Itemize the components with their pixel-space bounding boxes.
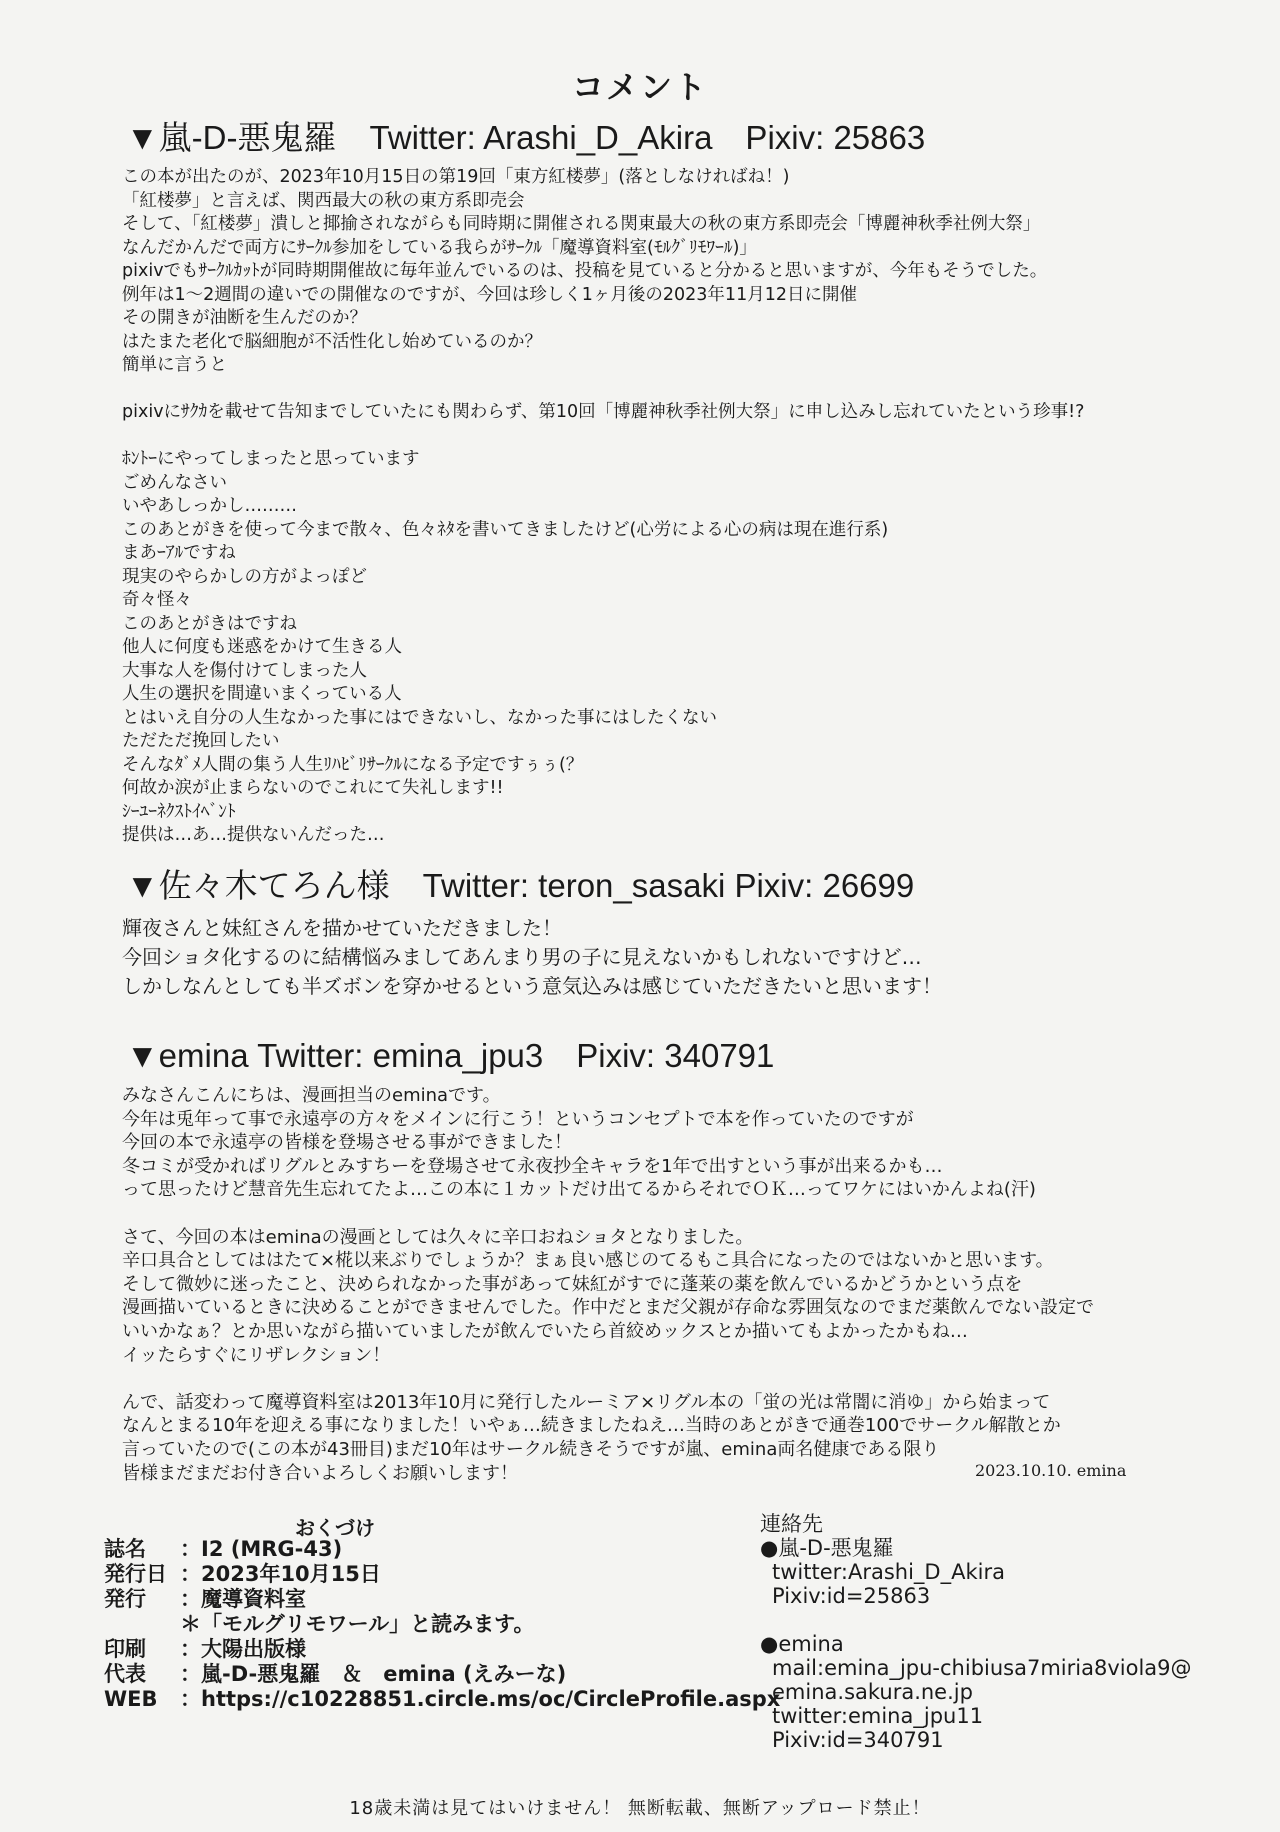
colophon-key: 印刷: [104, 1637, 146, 1661]
colophon-value: 2023年10月15日: [201, 1562, 381, 1586]
body-line: 冬コミが受かればリグルとみすちーを登場させて永夜抄全キャラを1年で出すという事が出来るかも…: [122, 1155, 943, 1177]
body-line: とはいえ自分の人生なかった事にはできないし、なかった事にはしたくない: [122, 707, 717, 728]
body-line: [122, 378, 1242, 402]
body-line: そして、「紅楼夢」潰しと揶揄されながらも同時期に開催される関東最大の秋の東方系即売会「博麗神秋季社例大祭」: [122, 214, 1041, 234]
colophon-value: 嵐-D-悪鬼羅 ＆ emina (えみーな): [201, 1662, 567, 1686]
signature: 2023.10.10. emina: [975, 1461, 1127, 1480]
colophon-value: https://c10228851.circle.ms/oc/CircleProfile.aspx: [201, 1687, 781, 1711]
body-line: イッたらすぐにリザレクション！: [122, 1344, 391, 1366]
body-line: 提供は…あ…提供ないんだった…: [122, 825, 385, 845]
body-line: 奇々怪々: [122, 590, 192, 610]
colophon: [104, 1537, 780, 1712]
contact-line: twitter:emina_jpu11: [772, 1704, 984, 1728]
body-line: 漫画描いているときに決めることができませんでした。作中だとまだ父親が存命な雰囲気なのでまだ薬飲んでない設定で: [122, 1297, 1094, 1319]
colophon-row: [104, 1587, 780, 1612]
body-line: 現実のやらかしの方がよっぽど: [122, 566, 367, 587]
contact-name-emina: ●emina: [760, 1632, 844, 1656]
body-line: 何故か涙が止まらないのでこれにて失礼します!!: [122, 778, 504, 798]
body-line: って思ったけど慧音先生忘れてたよ…この本に１カットだけ出てるからそれでＯＫ…ってワケにはいかんよね(汗): [122, 1179, 1036, 1201]
contact-line: Pixiv:id=25863: [772, 1584, 931, 1608]
section-body-emina: [122, 1084, 1242, 1485]
colophon-key: 発行日: [104, 1562, 167, 1586]
contact-line: Pixiv:id=340791: [772, 1728, 944, 1752]
colophon-value: 魔導資料室: [201, 1587, 306, 1611]
body-line: 今回ショタ化するのに結構悩みましてあんまり男の子に見えないかもしれないですけど…: [122, 945, 922, 969]
section-body-arashi: [122, 166, 1242, 848]
body-line: 今年は兎年って事で永遠亭の方々をメインに行こう！というコンセプトで本を作っていたのですが: [122, 1108, 914, 1130]
colophon-sep: ：: [180, 1662, 201, 1686]
body-line: [122, 1202, 1242, 1226]
body-line: 大事な人を傷付けてしまった人: [122, 660, 367, 681]
section-heading-teron: ▼佐々木てろん様 Twitter: teron_sasaki Pixiv: 26699: [126, 867, 915, 904]
body-line: まあｰｱﾙですね: [122, 543, 236, 563]
colophon-title: おくづけ: [295, 1516, 375, 1540]
body-line: pixivにｻｸｶを載せて告知までしていたにも関わらず、第10回「博麗神秋季社例大祭」に申し込みし忘れていたという珍事!?: [122, 402, 1085, 422]
body-line: いやあしっかし………: [122, 496, 297, 516]
body-line: 皆様まだまだお付き合いよろしくお願いします！: [122, 1462, 518, 1484]
colophon-sep: ：: [180, 1637, 201, 1661]
body-line: 例年は1～2週間の違いでの開催なのですが、今回は珍しく1ヶ月後の2023年11月12日に開催: [122, 284, 857, 305]
body-line: 輝夜さんと妹紅さんを描かせていただきました！: [122, 916, 562, 940]
body-line: 他人に何度も迷惑をかけて生きる人: [122, 637, 402, 657]
section-body-teron: [122, 914, 1242, 1001]
body-line: ごめんなさい: [122, 472, 227, 493]
colophon-row: [104, 1537, 780, 1562]
colophon-key: 発行: [104, 1587, 146, 1611]
body-line: このあとがきはですね: [122, 613, 297, 634]
body-line: [122, 1367, 1242, 1391]
section-heading-arashi: ▼嵐-D-悪鬼羅 Twitter: Arashi_D_Akira Pixiv: 25863: [126, 119, 926, 156]
contact-line: twitter:Arashi_D_Akira: [772, 1560, 1005, 1584]
body-line: ｼｰﾕｰﾈｸｽﾄｲﾍﾞﾝﾄ: [122, 801, 236, 822]
body-line: そんなﾀﾞﾒ人間の集う人生ﾘﾊﾋﾞﾘｻｰｸﾙになる予定ですぅぅ(？: [122, 754, 584, 775]
colophon-value: I2 (MRG-43): [201, 1537, 343, 1561]
contact-name-arashi: ●嵐-D-悪鬼羅: [760, 1536, 894, 1560]
body-line: [122, 425, 1242, 449]
colophon-sep: ：: [180, 1587, 201, 1611]
body-line: 今回の本で永遠亭の皆様を登場させる事ができました！: [122, 1132, 572, 1154]
colophon-key: 代表: [104, 1662, 146, 1686]
colophon-sep: ：: [180, 1537, 201, 1561]
contact-block: [760, 1512, 1192, 1752]
colophon-value: 大陽出版様: [201, 1637, 306, 1661]
body-line: pixivでもｻｰｸﾙｶｯﾄが同時期開催故に毎年並んでいるのは、投稿を見ていると分かると思いますが、今年もそうでした。: [122, 261, 1048, 281]
colophon-row: [104, 1637, 780, 1662]
body-line: このあとがきを使って今まで散々、色々ﾈﾀを書いてきましたけど(心労による心の病は現在進行系): [122, 519, 889, 540]
body-line: 「紅楼夢」と言えば、関西最大の秋の東方系即売会: [122, 190, 525, 211]
section-heading-emina: ▼emina Twitter: emina_jpu3 Pixiv: 340791: [126, 1037, 775, 1074]
colophon-sep: ：: [180, 1562, 201, 1586]
body-line: ただただ挽回したい: [122, 731, 280, 751]
colophon-row: [104, 1612, 780, 1637]
body-line: そして微妙に迷ったこと、決められなかった事があって妹紅がすでに蓬莱の薬を飲んでいるかどうかという点を: [122, 1273, 1023, 1295]
footer-notice: 18歳未満は見てはいけません！ 無断転載、無断アップロード禁止！: [349, 1798, 931, 1819]
contact-title: 連絡先: [760, 1512, 823, 1536]
contact-line: mail:emina_jpu-chibiusa7miria8viola9@: [772, 1656, 1192, 1680]
body-line: いいかなぁ？とか思いながら描いていましたが飲んでいたら首絞めックスとか描いてもよかったかもね…: [122, 1320, 968, 1342]
page-title: コメント: [571, 68, 708, 106]
body-line: 人生の選択を間違いまくっている人: [122, 684, 402, 704]
body-line: んで、話変わって魔導資料室は2013年10月に発行したルーミア×リグル本の「蛍の光は常闇に消ゆ」から始まって: [122, 1391, 1051, 1413]
body-line: この本が出たのが、2023年10月15日の第19回「東方紅楼夢」(落としなければね！): [122, 167, 790, 187]
body-line: 辛口具合としてははたて×椛以来ぶりでしょうか？まぁ良い感じのてるもこ具合になったのではないかと思います。: [122, 1250, 1054, 1272]
body-line: 簡単に言うと: [122, 355, 227, 375]
colophon-value: ＊「モルグリモワール」と読みます。: [180, 1612, 535, 1636]
body-line: さて、今回の本はeminaの漫画としては久々に辛口おねショタとなりました。: [122, 1226, 754, 1248]
colophon-key: 誌名: [104, 1537, 146, 1561]
colophon-key: WEB: [104, 1687, 158, 1711]
colophon-row: [104, 1562, 780, 1587]
body-line: はたまた老化で脳細胞が不活性化し始めているのか？: [122, 331, 542, 352]
colophon-sep: ：: [180, 1687, 201, 1711]
body-line: その開きが油断を生んだのか？: [122, 308, 367, 328]
colophon-row: [104, 1687, 780, 1712]
colophon-row: [104, 1662, 780, 1687]
body-line: なんとまる10年を迎える事になりました！いやぁ…続きましたねえ…当時のあとがきで通巻100でサークル解散とか: [122, 1415, 1061, 1437]
body-line: なんだかんだで両方にｻｰｸﾙ参加をしている我らがｻｰｸﾙ「魔導資料室(ﾓﾙｸﾞﾘﾓﾜｰﾙ)」: [122, 237, 757, 258]
body-line: みなさんこんにちは、漫画担当のeminaです。: [122, 1085, 501, 1106]
body-line: しかしなんとしても半ズボンを穿かせるという意気込みは感じていただきたいと思います！: [122, 974, 942, 998]
contact-line: emina.sakura.ne.jp: [772, 1680, 973, 1704]
body-line: 言っていたので(この本が43冊目)まだ10年はサークル続きそうですが嵐、emina両名健康である限り: [122, 1438, 940, 1460]
body-line: ﾎﾝﾄｰにやってしまったと思っています: [122, 449, 420, 469]
